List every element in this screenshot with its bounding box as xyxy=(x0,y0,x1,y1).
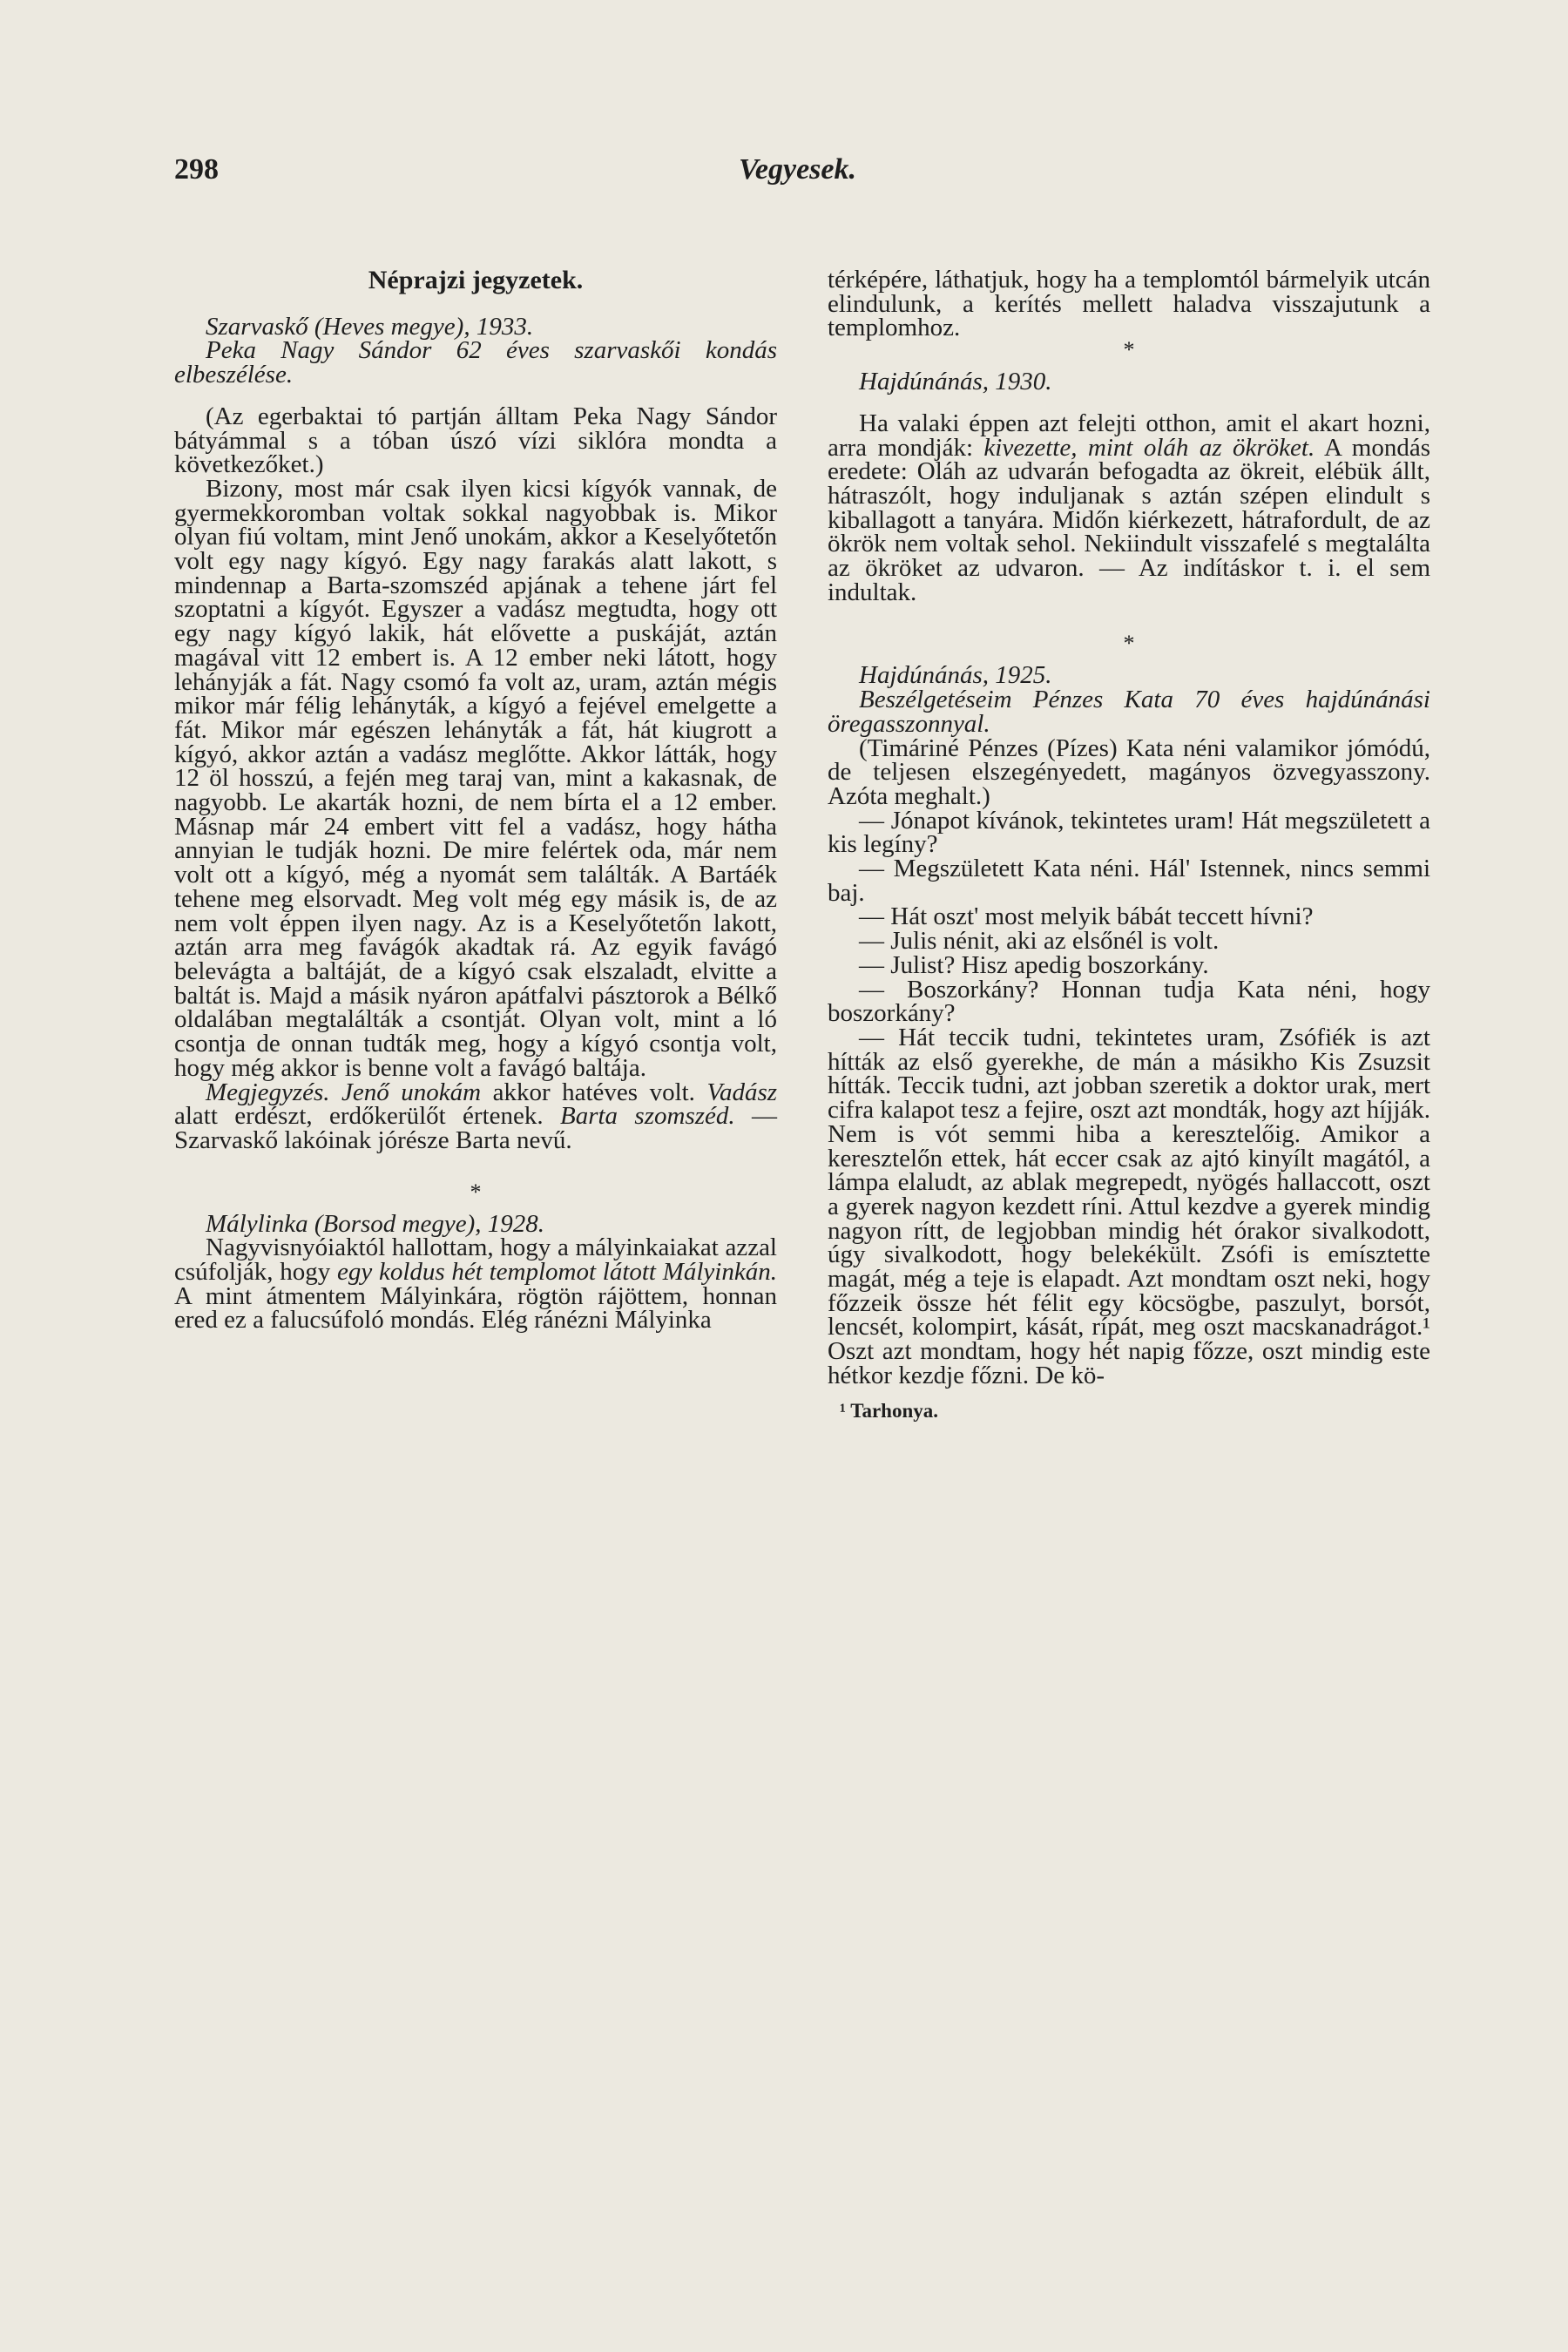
intro-paragraph: (Az egerbaktai tó partján álltam Peka Nagy Sándor bátyámmal s a tóban úszó vízi siklóra mondta a következőket.) xyxy=(174,402,777,479)
text-paragraph: Nagyvisnyóiaktól hallottam, hogy a mályinkaiakat azzal csúfolják, hogy egy koldus hét templomot látott Mályinkán. A mint átmentem Mályinkára, rögtön rájöttem, honnan ered ez a falucsúfoló mondás. Elég ránézni Mályinka xyxy=(174,1233,777,1335)
text-paragraph: Ha valaki éppen azt felejti otthon, amit el akart hozni, arra mondják: kivezette, mint oláh az ökröket. A mondás eredete: Oláh az udvarán befogadta az ökreit, elébük állt, hátraszólt, hogy induljanak s aztán szépen elindult s kiballagott a tanyára. Midőn kiérkezett, hátrafordult, de az ökrök nem voltak sehol. Nekiindult visszafelé s megtalálta az ökröket az udvaron. — Az indításkor t. i. el sem indultak. xyxy=(828,409,1430,606)
subtitle-line: Beszélgetéseim Pénzes Kata 70 éves hajdúnánási öregasszonnyal. xyxy=(828,686,1430,738)
page-number: 298 xyxy=(174,153,219,186)
article-title: Néprajzi jegyzetek. xyxy=(368,266,584,294)
intro-paragraph: (Timáriné Pénzes (Pízes) Kata néni valamikor jómódú, de teljesen elszegényedett, magányos özvegyasszony. Azóta meghalt.) xyxy=(828,733,1430,810)
left-column xyxy=(174,268,777,1333)
source-line: Szarvaskő (Heves megye), 1933. xyxy=(206,312,534,341)
running-head xyxy=(0,153,1568,193)
source-line: Málylinka (Borsod megye), 1928. xyxy=(206,1209,544,1238)
section-separator: * xyxy=(1123,337,1135,363)
section-title: Vegyesek. xyxy=(739,153,857,186)
teller-line: Peka Nagy Sándor 62 éves szarvaskői kondás elbeszélése. xyxy=(174,336,777,389)
section-separator: * xyxy=(470,1179,482,1205)
note-paragraph: Megjegyzés. Jenő unokám akkor hatéves volt. Vadász alatt erdészt, erdőkerülőt értenek. Barta szomszéd. — Szarvaskő lakóinak jórésze Barta nevű. xyxy=(174,1078,778,1154)
source-line: Hajdúnánás, 1930. xyxy=(859,368,1052,396)
dialogue-line: — Hát teccik tudni, tekintetes uram, Zsófiék is azt hítták az első gyerekhe, de mán a másikho Kis Zsuzsit hítták. Teccik tudni, azt jobban szeretik a doktor urak, mert cifra kalapot tesz a fejire, oszt azt mondták, hogy azt híjják. Nem is vót semmi hiba a keresztelőig. Amikor a keresztelőn ettek, hát eccer csak az ajtó kinyílt magától, a lámpa elaludt, az ablak megrepedt, nyögés hallaccott, oszt a gyerek nagyon kezdett ríni. Attul kezdve a gyerek mindig nagyon rítt, de legjobban mindig hét órakor sivalkodott, úgy sivalkodott, hogy belekékült. Zsófi is emísztette magát, még a teje is elapadt. Azt mondtam oszt neki, hogy főzzeik össze hét félit egy köcsögbe, paszulyt, borsót, lencsét, kolompirt, kását, rípát, meg oszt macskanadrágot.¹ Oszt azt mondtam, hogy hét napig főzze, oszt mindig este hétkor kezdje főzni. De kö- xyxy=(828,1023,1430,1389)
right-column xyxy=(828,268,1430,1423)
story-paragraph: Bizony, most már csak ilyen kicsi kígyók vannak, de gyermekkoromban voltak sokkal nagyobbak is. Mikor olyan fiú voltam, mint Jenő unokám, akkor a Keselyőtetőn volt egy nagy kígyó. Egy nagy farakás alatt lakott, s mindennap a Barta-szomszéd apjának a tehene járt fel szoptatni a kígyót. Egyszer a vadász megtudta, hogy ott egy nagy kígyó lakik, hát elővette a puskáját, aztán magával vitt 12 embert is. A 12 ember neki látott, hogy lehányják a fát. Nagy csomó fa volt az, uram, aztán mégis mikor már félig lehányták, a kígyó a fejével emelgette a fát. Mikor már egészen lehányták a fát, hát kiugrott a kígyó, akkor aztán a vadász meglőtte. Akkor látták, hogy 12 öl hosszú, a fején meg taraj van, mint a kakasnak, de nagyobb. Le akarták hozni, de nem bírta el a 12 ember. Másnap már 24 embert vitt fel a vadász, hogy hátha annyian le tudják hozni. De mire felértek oda, már nem volt ott a kígyó, még a nyomát sem találták. A Bartáék tehene meg elsorvadt. Meg volt még egy másik is, de az nem volt éppen ilyen nagy. Az is a Keselyőtetőn lakott, aztán arra meg favágók akadtak rá. Az egyik favágó belevágta a baltáját, de a kígyó csak elszaladt, elvitte a baltát is. Majd a másik nyáron apátfalvi pásztorok a Bélkő oldalában megtalálták a csontját. Olyan volt, mint a ló csontja de onnan tudták meg, hogy a kígyó csontja volt, hogy még akkor is benne volt a favágó baltája. xyxy=(174,474,777,1082)
dialogue-line: — Boszorkány? Honnan tudja Kata néni, hogy boszorkány? xyxy=(828,975,1430,1028)
dialogue-line: — Megszületett Kata néni. Hál' Istennek, nincs semmi baj. xyxy=(828,855,1430,907)
dialogue-line: — Hát oszt' most melyik bábát teccett hívni? xyxy=(859,902,1314,931)
text-paragraph: térképére, láthatjuk, hogy ha a templomtól bármelyik utcán elindulunk, a kerítés mellett haladva visszajutunk a templomhoz. xyxy=(828,266,1430,342)
section-separator: * xyxy=(1123,631,1135,657)
dialogue-line: — Julis nénit, aki az elsőnél is volt. xyxy=(859,927,1220,956)
footnote: ¹ Tarhonya. xyxy=(840,1399,939,1422)
dialogue-line: — Julist? Hisz apedig boszorkány. xyxy=(859,950,1209,979)
source-line: Hajdúnánás, 1925. xyxy=(859,661,1052,690)
dialogue-line: — Jónapot kívánok, tekintetes uram! Hát megszületett a kis legíny? xyxy=(828,806,1430,859)
